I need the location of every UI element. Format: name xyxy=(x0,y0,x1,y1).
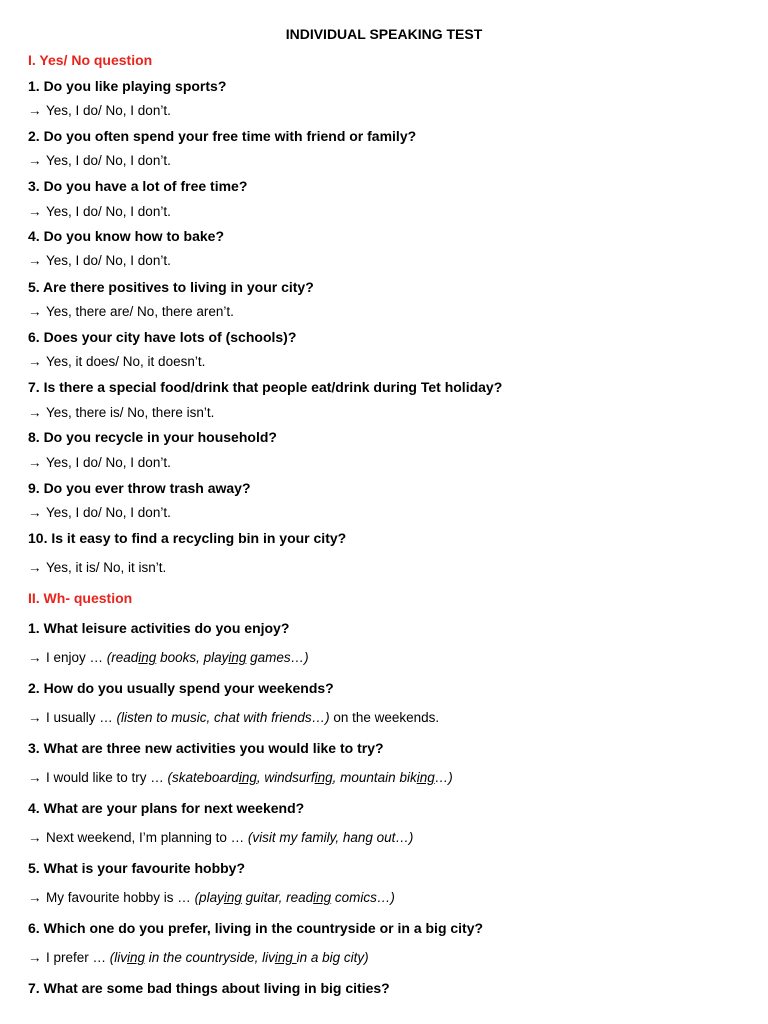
wh-question-3: 3. What are three new activities you would like to try? xyxy=(28,740,384,756)
answer-10: → Yes, it is/ No, it isn’t. xyxy=(28,560,167,575)
arrow-icon: → xyxy=(28,950,42,965)
wh-question-5: 5. What is your favourite hobby? xyxy=(28,860,246,876)
arrow-icon: → xyxy=(28,103,42,118)
question-3: 3. Do you have a lot of free time? xyxy=(28,178,248,194)
wh-answer-4: → Next weekend, I’m planning to … (visit my family, hang out…) xyxy=(28,830,414,845)
wh-question-4: 4. What are your plans for next weekend? xyxy=(28,800,305,816)
wh-question-1: 1. What leisure activities do you enjoy? xyxy=(28,620,290,636)
answer-7: → Yes, there is/ No, there isn’t. xyxy=(28,405,215,420)
wh-answer-5: → My favourite hobby is … (playing guitar, reading comics…) xyxy=(28,890,395,905)
wh-answer-1: → I enjoy … (reading books, playing games…) xyxy=(28,650,309,665)
question-5: 5. Are there positives to living in your city? xyxy=(28,279,314,295)
wh-question-2: 2. How do you usually spend your weekends? xyxy=(28,680,334,696)
question-1: 1. Do you like playing sports? xyxy=(28,78,227,94)
question-2: 2. Do you often spend your free time with friend or family? xyxy=(28,128,417,144)
arrow-icon: → xyxy=(28,405,42,420)
arrow-icon: → xyxy=(28,304,42,319)
document-title: INDIVIDUAL SPEAKING TEST xyxy=(285,26,483,42)
question-7: 7. Is there a special food/drink that people eat/drink during Tet holiday? xyxy=(28,379,503,395)
answer-5: → Yes, there are/ No, there aren’t. xyxy=(28,304,234,319)
wh-question-7: 7. What are some bad things about living in big cities? xyxy=(28,980,390,996)
answer-3: → Yes, I do/ No, I don’t. xyxy=(28,204,171,219)
section-heading-yes-no: I. Yes/ No question xyxy=(28,52,153,68)
arrow-icon: → xyxy=(28,505,42,520)
question-8: 8. Do you recycle in your household? xyxy=(28,429,277,445)
arrow-icon: → xyxy=(28,650,42,665)
arrow-icon: → xyxy=(28,455,42,470)
section-heading-wh: II. Wh- question xyxy=(28,590,133,606)
arrow-icon: → xyxy=(28,830,42,845)
answer-1: → Yes, I do/ No, I don’t. xyxy=(28,103,171,118)
answer-6: → Yes, it does/ No, it doesn’t. xyxy=(28,354,206,369)
wh-answer-3: → I would like to try … (skateboarding, windsurfing, mountain biking…) xyxy=(28,770,453,785)
wh-answer-2: → I usually … (listen to music, chat with friends…) on the weekends. xyxy=(28,710,440,725)
answer-4: → Yes, I do/ No, I don’t. xyxy=(28,253,171,268)
answer-8: → Yes, I do/ No, I don’t. xyxy=(28,455,171,470)
question-10: 10. Is it easy to find a recycling bin in your city? xyxy=(28,530,347,546)
wh-answer-6: → I prefer … (living in the countryside, living in a big city) xyxy=(28,950,369,965)
question-4: 4. Do you know how to bake? xyxy=(28,228,225,244)
arrow-icon: → xyxy=(28,153,42,168)
arrow-icon: → xyxy=(28,560,42,575)
answer-2: → Yes, I do/ No, I don’t. xyxy=(28,153,171,168)
arrow-icon: → xyxy=(28,354,42,369)
arrow-icon: → xyxy=(28,710,42,725)
arrow-icon: → xyxy=(28,204,42,219)
arrow-icon: → xyxy=(28,253,42,268)
arrow-icon: → xyxy=(28,890,42,905)
question-9: 9. Do you ever throw trash away? xyxy=(28,480,251,496)
answer-9: → Yes, I do/ No, I don’t. xyxy=(28,505,171,520)
arrow-icon: → xyxy=(28,770,42,785)
question-6: 6. Does your city have lots of (schools)? xyxy=(28,329,297,345)
wh-question-6: 6. Which one do you prefer, living in the countryside or in a big city? xyxy=(28,920,484,936)
